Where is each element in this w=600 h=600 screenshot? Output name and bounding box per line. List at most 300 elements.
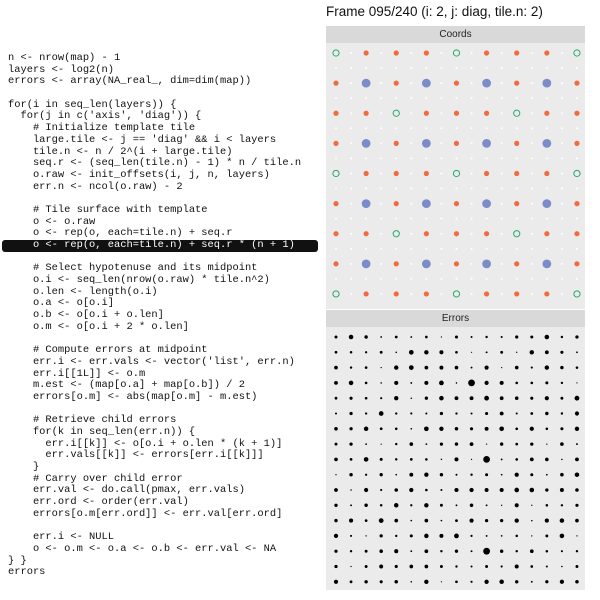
errors-point (425, 412, 427, 414)
errors-point (440, 550, 442, 552)
errors-point (471, 352, 472, 353)
errors-point (334, 427, 338, 431)
errors-point (364, 504, 367, 507)
errors-point (439, 350, 443, 354)
errors-point (395, 428, 398, 431)
errors-point (576, 443, 578, 445)
coords-grid-dot (425, 127, 427, 129)
errors-point (365, 443, 367, 445)
errors-point (515, 443, 518, 446)
errors-point (530, 427, 534, 431)
errors-point (350, 504, 352, 506)
errors-point (576, 550, 578, 552)
errors-point (470, 396, 474, 400)
errors-point (440, 565, 443, 568)
code-line: m.est <- (map[o.a] + map[o.b]) / 2 (8, 379, 245, 392)
errors-point (500, 396, 504, 400)
errors-point (485, 366, 489, 370)
coords-grid-dot (395, 188, 397, 190)
code-line: for(j in c('axis', 'diag')) { (8, 110, 202, 123)
errors-point (501, 535, 503, 537)
code-line: errors (8, 566, 46, 579)
coords-point-orange (333, 141, 338, 146)
coords-grid-dot (380, 157, 382, 159)
coords-grid-dot (471, 203, 473, 205)
code-line: err.n <- ncol(o.raw) - 2 (8, 180, 183, 193)
errors-point (440, 412, 443, 415)
code-line: o.len <- length(o.i) (8, 285, 158, 298)
coords-grid-dot (410, 248, 412, 250)
coords-grid-dot (350, 293, 352, 295)
errors-point (561, 459, 563, 461)
errors-point (545, 350, 549, 354)
code-line: # Retrieve child errors (8, 414, 177, 427)
coords-grid-dot (425, 67, 427, 69)
errors-point (380, 336, 382, 338)
coords-grid-dot (531, 218, 533, 220)
code-line: err.i <- NULL (8, 531, 115, 544)
coords-grid-dot (335, 218, 337, 220)
code-line: o <- o.m <- o.a <- o.b <- err.val <- NA (8, 542, 277, 555)
coords-grid-dot (350, 82, 352, 84)
coords-point-orange (333, 261, 338, 266)
coords-grid-dot (486, 127, 488, 129)
errors-point (483, 548, 490, 555)
coords-point-orange (514, 50, 519, 55)
errors-point (575, 580, 579, 584)
coords-grid-dot (395, 157, 397, 159)
coords-grid-dot (501, 52, 503, 54)
errors-point (531, 535, 532, 536)
errors-point (349, 427, 352, 430)
errors-point (425, 489, 428, 492)
coords-grid-dot (365, 278, 367, 280)
coords-point-green (393, 110, 399, 116)
errors-point (546, 428, 549, 431)
coords-grid-dot (546, 97, 548, 99)
errors-point (365, 474, 367, 476)
errors-point (516, 412, 518, 414)
errors-point (501, 474, 503, 476)
coords-point-orange (394, 171, 399, 176)
coords-point-green (514, 110, 520, 116)
coords-point-orange (333, 111, 338, 116)
errors-point (439, 396, 444, 401)
coords-grid-dot (410, 278, 412, 280)
coords-point-green (453, 170, 459, 176)
code-line: for(k in seq_len(err.n)) { (8, 426, 196, 438)
coords-grid-dot (486, 218, 488, 220)
code-line: # Tile surface with template (8, 203, 208, 216)
errors-point (380, 351, 383, 354)
errors-point (334, 519, 337, 522)
coords-grid-dot (410, 172, 412, 174)
errors-point (454, 488, 458, 492)
coords-point-orange (574, 141, 579, 146)
errors-point (395, 565, 398, 568)
coords-grid-dot (440, 218, 442, 220)
coords-grid-dot (425, 188, 427, 190)
errors-point (468, 380, 475, 387)
errors-point (560, 580, 564, 584)
errors-point (455, 565, 457, 567)
coords-grid-dot (561, 278, 563, 280)
coords-point-orange (454, 111, 459, 116)
errors-point (395, 474, 397, 476)
coords-grid-dot (561, 248, 563, 250)
errors-point (484, 580, 488, 584)
coords-point-blue (422, 199, 431, 208)
code-line: # Carry over child error (8, 472, 183, 485)
coords-point-orange (333, 231, 338, 236)
errors-point (454, 457, 458, 461)
errors-point (349, 397, 352, 400)
coords-grid-dot (576, 127, 578, 129)
coords-grid-dot (335, 278, 337, 280)
errors-point (515, 564, 519, 568)
errors-point (365, 351, 367, 353)
errors-point (531, 367, 533, 369)
coords-grid-dot (350, 218, 352, 220)
errors-point (455, 351, 458, 354)
coords-grid-dot (531, 157, 533, 159)
coords-grid-dot (561, 263, 563, 265)
coords-grid-dot (501, 142, 503, 144)
coords-grid-dot (531, 248, 533, 250)
code-line: for(i in seq_len(layers)) { (8, 98, 177, 111)
errors-point (394, 488, 398, 492)
coords-grid-dot (350, 67, 352, 69)
errors-point (486, 504, 488, 506)
errors-point (499, 426, 504, 431)
errors-point (380, 397, 382, 399)
errors-point (470, 504, 474, 508)
coords-grid-dot (531, 82, 533, 84)
coords-point-orange (544, 291, 549, 296)
code-line-highlighted: o <- rep(o, each=tile.n) + seq.r * (n + 1) (2, 240, 318, 252)
errors-point (560, 473, 564, 477)
errors-point (365, 550, 368, 553)
coords-point-orange (574, 111, 579, 116)
coords-grid-dot (471, 263, 473, 265)
errors-point (499, 580, 504, 585)
errors-point (485, 381, 489, 385)
errors-point (500, 442, 503, 445)
coords-grid-dot (471, 127, 473, 129)
errors-point (380, 489, 382, 491)
code-line: err.vals[[k]] <- errors[err.i[[k]]] (8, 449, 264, 462)
coords-grid-dot (471, 188, 473, 190)
errors-point (395, 336, 398, 339)
errors-point (545, 519, 549, 523)
coords-grid-dot (561, 293, 563, 295)
coords-grid-dot (350, 142, 352, 144)
errors-point (394, 549, 398, 553)
errors-point (471, 565, 473, 567)
coords-panel-title: Coords (326, 26, 585, 43)
errors-point (350, 580, 353, 583)
errors-point (545, 534, 548, 537)
errors-point (500, 351, 503, 354)
errors-point (500, 412, 504, 416)
coords-grid-dot (486, 278, 488, 280)
coords-grid-dot (440, 248, 442, 250)
errors-point (530, 457, 534, 461)
coords-grid-dot (546, 218, 548, 220)
coords-grid-dot (455, 278, 457, 280)
coords-point-orange (544, 171, 549, 176)
coords-point-orange (364, 171, 369, 176)
coords-point-blue (542, 199, 551, 208)
code-line: err.i[[1L]] <- o.m (8, 367, 146, 380)
errors-point (379, 565, 383, 569)
coords-point-green (574, 291, 580, 297)
errors-point (576, 535, 577, 536)
coords-grid-dot (471, 157, 473, 159)
errors-point (455, 550, 458, 553)
errors-point (424, 426, 429, 431)
coords-grid-dot (471, 67, 473, 69)
errors-point (561, 336, 563, 338)
errors-point (380, 580, 383, 583)
errors-point (441, 520, 443, 522)
code-line: o.b <- o[o.i + o.len] (8, 309, 164, 322)
coords-grid-dot (486, 97, 488, 99)
errors-point (485, 519, 488, 522)
errors-point (485, 473, 488, 476)
coords-grid-dot (410, 67, 412, 69)
errors-point (500, 519, 503, 522)
coords-grid-dot (516, 218, 518, 220)
errors-point (470, 442, 474, 446)
coords-grid-dot (531, 142, 533, 144)
coords-grid-dot (380, 112, 382, 114)
errors-point (530, 442, 533, 445)
coords-grid-dot (471, 278, 473, 280)
errors-point (455, 442, 458, 445)
errors-point (500, 550, 503, 553)
coords-grid-dot (395, 218, 397, 220)
coords-point-green (333, 170, 339, 176)
errors-point (561, 504, 563, 506)
coords-point-blue (362, 199, 371, 208)
errors-point (501, 505, 502, 506)
coords-grid-dot (380, 142, 382, 144)
coords-point-blue (422, 259, 431, 268)
errors-point (364, 488, 368, 492)
coords-grid-dot (425, 248, 427, 250)
errors-point (560, 442, 564, 446)
coords-point-orange (424, 231, 429, 236)
errors-point (561, 412, 563, 414)
coords-grid-dot (516, 97, 518, 99)
errors-point (440, 489, 442, 491)
coords-grid-dot (576, 248, 578, 250)
coords-grid-dot (365, 218, 367, 220)
errors-point (425, 519, 429, 523)
coords-grid-dot (546, 248, 548, 250)
coords-grid-dot (350, 127, 352, 129)
coords-grid-dot (410, 142, 412, 144)
errors-point (364, 457, 369, 462)
coords-point-blue (542, 79, 551, 88)
coords-grid-dot (440, 233, 442, 235)
errors-point (425, 565, 429, 569)
coords-grid-dot (561, 82, 563, 84)
errors-point (545, 412, 548, 415)
code-line: large.tile <- j == 'diag' && i < layers (8, 133, 277, 146)
errors-point (575, 427, 579, 431)
errors-point (575, 396, 580, 401)
code-line: tile.n <- n / 2^(i + large.tile) (8, 145, 233, 158)
coords-grid-dot (531, 188, 533, 190)
errors-point (349, 473, 352, 476)
errors-point (485, 336, 487, 338)
errors-point (560, 534, 565, 539)
errors-point (409, 488, 413, 492)
coords-grid-dot (516, 67, 518, 69)
errors-point (425, 336, 428, 339)
errors-point (380, 504, 383, 507)
coords-grid-dot (471, 112, 473, 114)
errors-point (440, 504, 443, 507)
errors-point (395, 535, 397, 537)
errors-point (439, 427, 443, 431)
errors-point (515, 458, 518, 461)
errors-point (365, 366, 368, 369)
errors-point (394, 381, 398, 385)
coords-grid-dot (471, 97, 473, 99)
errors-point (335, 412, 337, 414)
coords-point-blue (362, 79, 371, 88)
code-line: o.m <- o[o.i + 2 * o.len] (8, 320, 189, 333)
errors-point (425, 458, 428, 461)
errors-point (561, 382, 563, 384)
coords-grid-dot (380, 172, 382, 174)
coords-grid-dot (455, 157, 457, 159)
errors-point (561, 566, 563, 568)
errors-point (411, 581, 413, 583)
code-line: err.i <- err.vals <- vector('list', err.n) (8, 355, 295, 368)
coords-grid-dot (455, 67, 457, 69)
coords-grid-dot (440, 82, 442, 84)
errors-point (483, 456, 490, 463)
coords-grid-dot (516, 248, 518, 250)
errors-point (456, 382, 458, 384)
coords-grid-dot (410, 218, 412, 220)
coords-grid-dot (380, 82, 382, 84)
coords-point-orange (484, 231, 489, 236)
coords-grid-dot (380, 203, 382, 205)
errors-point (394, 580, 398, 584)
code-listing (8, 53, 318, 579)
errors-point (410, 550, 412, 552)
errors-point (500, 381, 504, 385)
coords-point-orange (424, 50, 429, 55)
errors-point (575, 565, 578, 568)
coords-grid-dot (425, 157, 427, 159)
coords-grid-dot (365, 97, 367, 99)
errors-point (440, 443, 443, 446)
errors-point (335, 397, 338, 400)
coords-point-orange (394, 291, 399, 296)
errors-point (455, 474, 457, 476)
coords-grid-dot (410, 263, 412, 265)
errors-point (410, 504, 412, 506)
errors-point (410, 412, 412, 414)
errors-point (334, 565, 337, 568)
coords-point-green (453, 50, 459, 56)
coords-point-orange (574, 201, 579, 206)
errors-point (394, 396, 398, 400)
errors-point (365, 535, 366, 536)
errors-point (530, 350, 534, 354)
coords-grid-dot (410, 293, 412, 295)
coords-point-orange (333, 81, 338, 86)
errors-point (485, 488, 489, 492)
errors-point (350, 489, 352, 491)
errors-point (334, 488, 338, 492)
errors-point (379, 518, 384, 523)
errors-point (575, 335, 578, 338)
coords-point-orange (364, 111, 369, 116)
errors-point (471, 367, 473, 369)
errors-point (350, 566, 351, 567)
coords-grid-dot (531, 52, 533, 54)
errors-point (469, 488, 473, 492)
coords-point-orange (514, 141, 519, 146)
errors-point (515, 366, 519, 370)
errors-point (349, 335, 354, 340)
coords-point-orange (514, 201, 519, 206)
coords-point-orange (454, 141, 459, 146)
coords-grid-dot (440, 52, 442, 54)
code-line: errors <- array(NA_real_, dim=dim(map)) (8, 75, 252, 88)
errors-point (576, 382, 577, 383)
errors-point (515, 580, 518, 583)
coords-point-orange (394, 141, 399, 146)
coords-grid-dot (576, 157, 578, 159)
errors-point (334, 580, 338, 584)
coords-grid-dot (561, 52, 563, 54)
errors-point (515, 335, 518, 338)
errors-panel-title: Errors (326, 310, 585, 327)
errors-point (455, 519, 458, 522)
errors-point (350, 535, 352, 537)
coords-grid-dot (561, 142, 563, 144)
errors-point (470, 427, 473, 430)
coords-grid-dot (531, 112, 533, 114)
coords-point-orange (574, 81, 579, 86)
coords-grid-dot (561, 218, 563, 220)
coords-grid-dot (380, 127, 382, 129)
coords-point-orange (514, 81, 519, 86)
errors-point (364, 335, 367, 338)
code-line: n <- nrow(map) - 1 (8, 52, 121, 64)
coords-grid-dot (546, 188, 548, 190)
errors-point (471, 459, 472, 460)
errors-point (530, 397, 533, 400)
errors-point (575, 472, 580, 477)
errors-point (410, 534, 413, 537)
errors-point (514, 488, 519, 493)
errors-point (516, 352, 517, 353)
coords-grid-dot (576, 97, 578, 99)
coords-grid-dot (501, 218, 503, 220)
errors-point (515, 427, 518, 430)
errors-point (545, 335, 550, 340)
coords-grid-dot (350, 188, 352, 190)
